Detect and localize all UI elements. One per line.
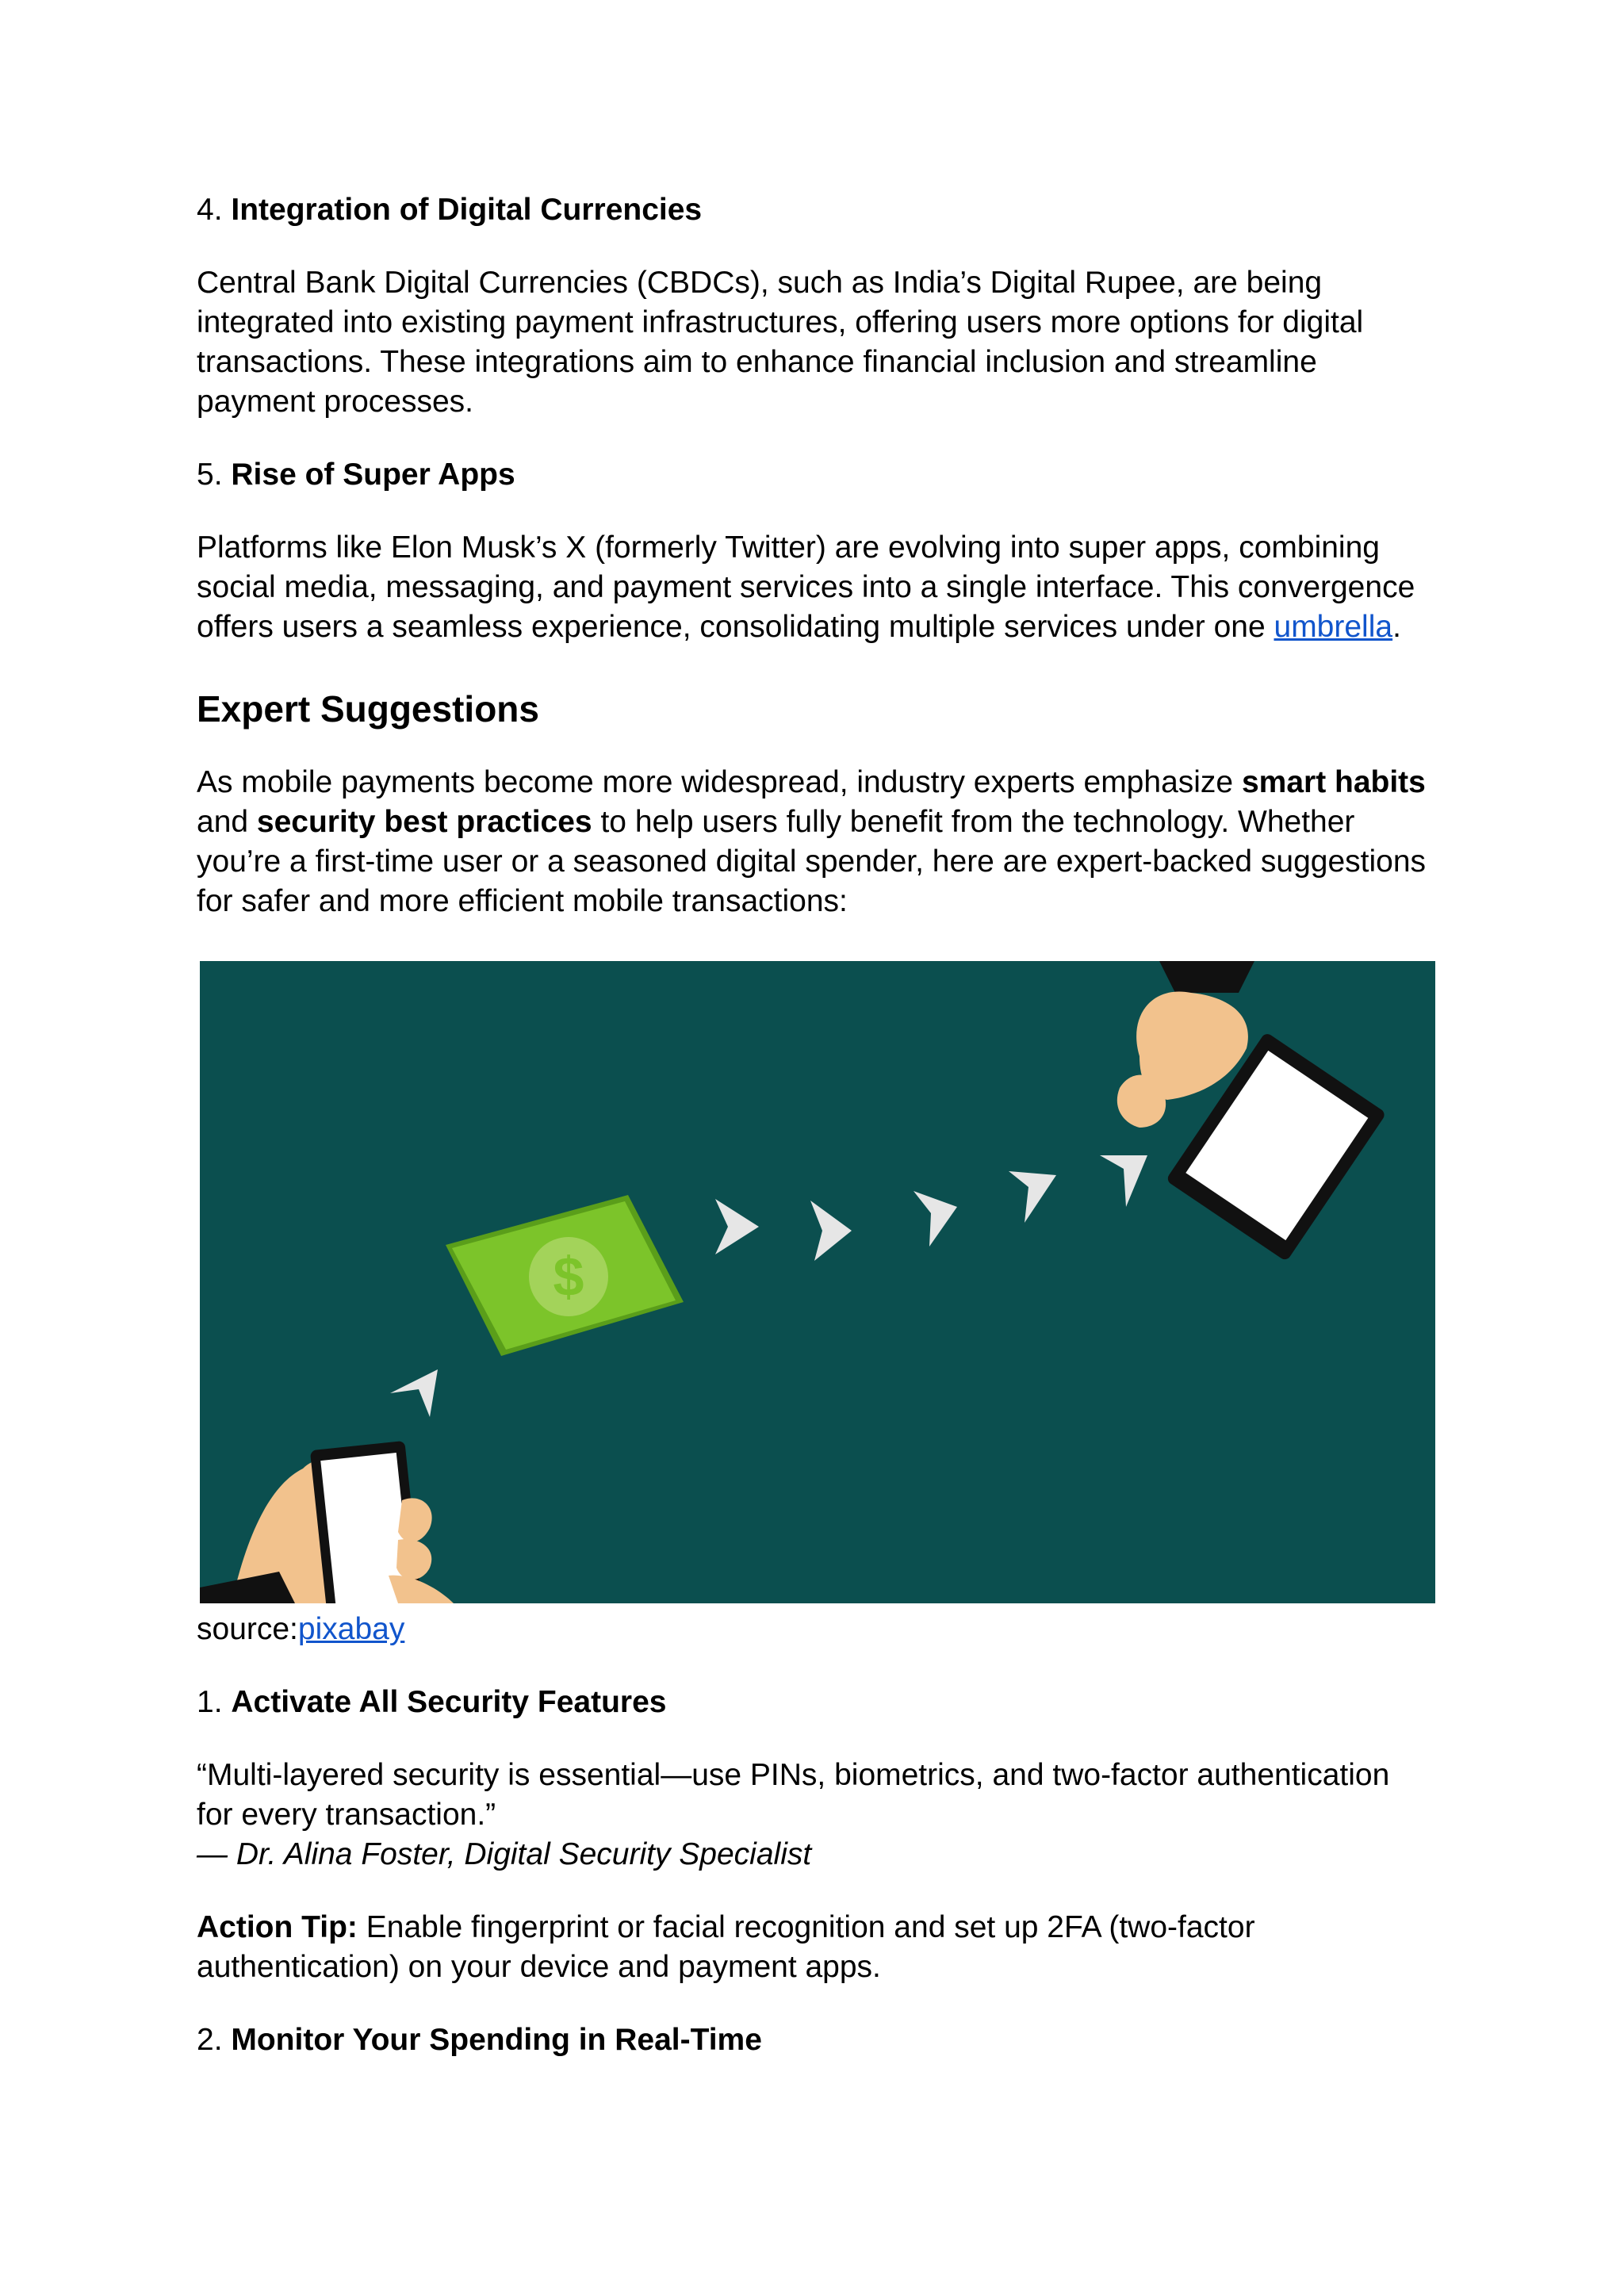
tip-2-number: 2. [197, 2023, 223, 2057]
tip-2-title: Monitor Your Spending in Real-Time [231, 2023, 762, 2057]
expert-suggestions-heading: Expert Suggestions [197, 688, 539, 730]
tip-1-quote: “Multi-layered security is essential—use PINs, biometrics, and two-factor authentication for every transaction.” [197, 1758, 1390, 1832]
section-5-body [197, 528, 1434, 647]
action-tip-text: Enable fingerprint or facial recognition and set up 2FA (two-factor authentication) on your device and payment apps. [197, 1910, 1255, 1984]
svg-text:$: $ [553, 1246, 584, 1308]
mobile-payment-image [200, 961, 1435, 1603]
document-content [197, 190, 1434, 2060]
security-best-practices-bold: security best practices [256, 805, 592, 839]
pixabay-link[interactable]: pixabay [297, 1612, 405, 1646]
source-label: source: [197, 1612, 298, 1646]
expert-intro-part-1: As mobile payments become more widespread, industry experts emphasize [197, 765, 1242, 799]
expert-intro-part-2: and [197, 805, 257, 839]
expert-intro [197, 763, 1434, 921]
section-5-body-text: Platforms like Elon Musk’s X (formerly Twitter) are evolving into super apps, combining social media, messaging, and payment services into a single interface. This convergence offers users a seamless experience, consolidating multiple services under one [197, 530, 1415, 644]
tip-2-heading [197, 2020, 1434, 2060]
tip-1-attribution: — Dr. Alina Foster, Digital Security Specialist [197, 1837, 812, 1871]
section-4-title: Integration of Digital Currencies [231, 193, 703, 227]
tip-1-quote-block [197, 1756, 1434, 1875]
section-4-heading [197, 190, 1434, 230]
tip-1-action [197, 1908, 1434, 1987]
image-source [197, 1610, 1434, 1649]
section-5-number: 5. [197, 458, 223, 492]
section-5-body-end: . [1392, 610, 1401, 644]
smart-habits-bold: smart habits [1241, 765, 1426, 799]
section-4-body: Central Bank Digital Currencies (CBDCs), such as India’s Digital Rupee, are being integrated into existing payment infrastructures, offering users more options for digital transactions. These integrations aim to enhance financial inclusion and streamline payment processes. [197, 266, 1364, 419]
tip-1-number: 1. [197, 1685, 223, 1719]
mobile-payment-illustration [200, 961, 1435, 1603]
tip-1-heading [197, 1683, 1434, 1722]
section-5-heading [197, 455, 1434, 495]
section-5-title: Rise of Super Apps [231, 458, 515, 492]
action-tip-label: Action Tip: [197, 1910, 358, 1944]
umbrella-link[interactable]: umbrella [1274, 610, 1393, 644]
tip-1-title: Activate All Security Features [231, 1685, 667, 1719]
section-4-number: 4. [197, 193, 223, 227]
expert-intro-part-3: to help users fully benefit from the technology. Whether you’re a first-time user or a seasoned digital spender, here are expert-backed suggestions for safer and more efficient mobile transactions: [197, 805, 1427, 918]
